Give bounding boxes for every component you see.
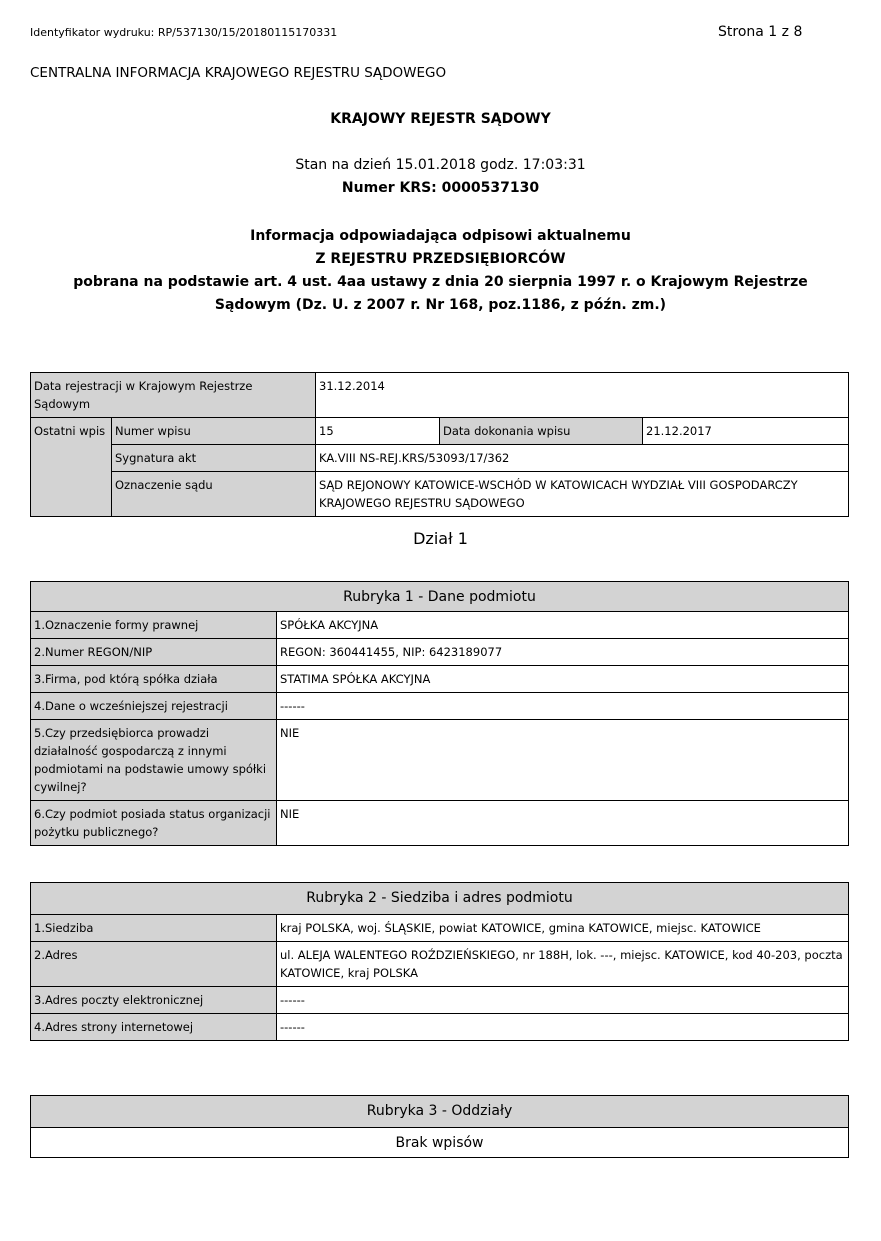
table-row-label: 6.Czy podmiot posiada status organizacji pożytku publicznego? [31, 801, 277, 846]
info-line: pobrana na podstawie art. 4 ust. 4aa ustawy z dnia 20 sierpnia 1997 r. o Krajowym Rejestrze [73, 274, 808, 290]
table-row-label: 2.Numer REGON/NIP [31, 639, 277, 666]
table-row-label: 5.Czy przedsiębiorca prowadzi działalność gospodarczą z innymi podmiotami na podstawie umowy spółki cywilnej? [31, 720, 277, 801]
table-row-label: 2.Adres [31, 942, 277, 987]
last-entry-label: Ostatni wpis [31, 418, 112, 517]
entry-date-value: 21.12.2017 [643, 418, 849, 445]
reg-date-label: Data rejestracji w Krajowym Rejestrze Sądowym [31, 373, 316, 418]
table-row-value: ------ [277, 987, 849, 1014]
court-label: Oznaczenie sądu [112, 472, 316, 517]
table-row-label: 4.Dane o wcześniejszej rejestracji [31, 693, 277, 720]
table-row-value: SPÓŁKA AKCYJNA [277, 612, 849, 639]
rubryka-3-title: Rubryka 3 - Oddziały [31, 1096, 849, 1128]
info-line: Informacja odpowiadająca odpisowi aktualnemu [250, 228, 631, 244]
organization-name: CENTRALNA INFORMACJA KRAJOWEGO REJESTRU SĄDOWEGO [30, 65, 447, 81]
document-title: KRAJOWY REJESTR SĄDOWY [330, 111, 551, 127]
table-row-value: ------ [277, 693, 849, 720]
state-date: Stan na dzień 15.01.2018 godz. 17:03:31 [295, 157, 586, 173]
rubryka-2-table [30, 882, 849, 1041]
info-line: Sądowym (Dz. U. z 2007 r. Nr 168, poz.1186, z późn. zm.) [214, 297, 667, 313]
table-row-value: kraj POLSKA, woj. ŚLĄSKIE, powiat KATOWICE, gmina KATOWICE, miejsc. KATOWICE [277, 915, 849, 942]
table-row-value: NIE [277, 720, 849, 801]
entry-date-label: Data dokonania wpisu [440, 418, 643, 445]
table-row-value: ------ [277, 1014, 849, 1041]
table-row-label: 1.Siedziba [31, 915, 277, 942]
page-number: Strona 1 z 8 [718, 24, 803, 40]
krs-number: Numer KRS: 0000537130 [341, 180, 540, 196]
rubryka-2-title: Rubryka 2 - Siedziba i adres podmiotu [31, 883, 849, 915]
table-row-value: REGON: 360441455, NIP: 6423189077 [277, 639, 849, 666]
info-block [0, 225, 881, 317]
table-row-label: 3.Firma, pod którą spółka działa [31, 666, 277, 693]
reg-date-value: 31.12.2014 [316, 373, 849, 418]
info-line: Z REJESTRU PRZEDSIĘBIORCÓW [315, 251, 566, 267]
table-row-value: ul. ALEJA WALENTEGO ROŹDZIEŃSKIEGO, nr 188H, lok. ---, miejsc. KATOWICE, kod 40-203, poczta KATOWICE, kraj POLSKA [277, 942, 849, 987]
signature-label: Sygnatura akt [112, 445, 316, 472]
court-value: SĄD REJONOWY KATOWICE-WSCHÓD W KATOWICACH WYDZIAŁ VIII GOSPODARCZY KRAJOWEGO REJESTRU SĄDOWEGO [316, 472, 849, 517]
table-row-value: STATIMA SPÓŁKA AKCYJNA [277, 666, 849, 693]
entry-no-label: Numer wpisu [112, 418, 316, 445]
section-title: Dział 1 [413, 529, 468, 548]
table-row-label: 4.Adres strony internetowej [31, 1014, 277, 1041]
entry-no-value: 15 [316, 418, 440, 445]
no-entries-text: Brak wpisów [31, 1128, 849, 1158]
rubryka-1-title: Rubryka 1 - Dane podmiotu [31, 582, 849, 612]
table-row-label: 3.Adres poczty elektronicznej [31, 987, 277, 1014]
rubryka-3-table [30, 1095, 849, 1158]
print-identifier: Identyfikator wydruku: RP/537130/15/20180115170331 [30, 26, 338, 39]
table-row-value: NIE [277, 801, 849, 846]
registration-table [30, 372, 849, 517]
rubryka-1-table [30, 581, 849, 846]
table-row-label: 1.Oznaczenie formy prawnej [31, 612, 277, 639]
signature-value: KA.VIII NS-REJ.KRS/53093/17/362 [316, 445, 849, 472]
